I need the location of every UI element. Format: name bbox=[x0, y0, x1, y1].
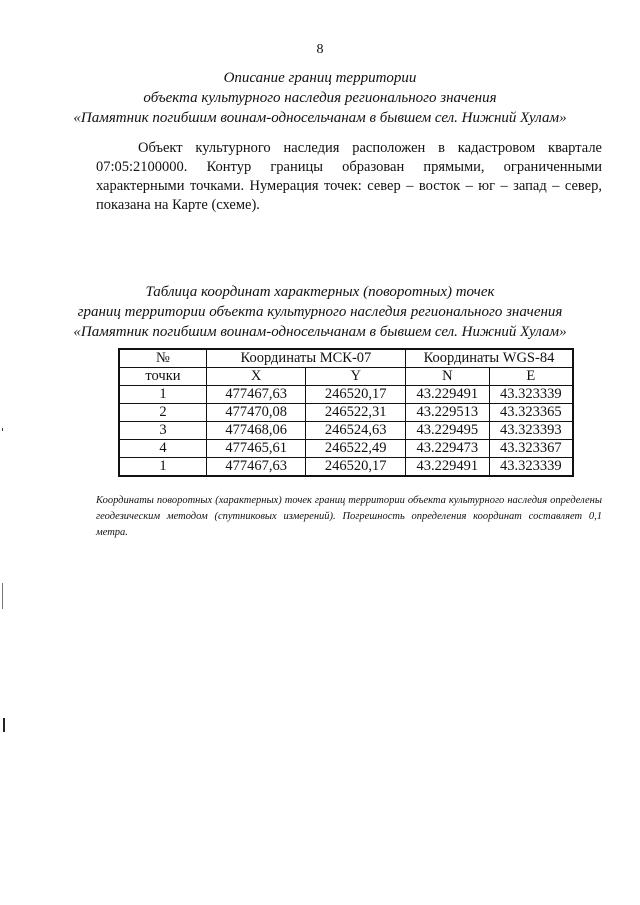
cell-n: 43.229473 bbox=[405, 440, 489, 458]
cell-e: 43.323367 bbox=[489, 440, 573, 458]
cell-x: 477467,63 bbox=[206, 458, 306, 477]
table-heading-line-3: «Памятник погибшим воинам-односельчанам в бывшем сел. Нижний Хулам» bbox=[73, 324, 567, 340]
table-row bbox=[119, 458, 573, 477]
table-row bbox=[119, 386, 573, 404]
cell-point: 1 bbox=[119, 458, 206, 477]
cell-y: 246522,49 bbox=[306, 440, 406, 458]
table-row bbox=[119, 404, 573, 422]
col-n-header: N bbox=[405, 368, 489, 386]
cell-x: 477470,08 bbox=[206, 404, 306, 422]
cell-x: 477465,61 bbox=[206, 440, 306, 458]
accuracy-note: Координаты поворотных (характерных) точек границ территории объекта культурного наследия определены геодезическим методом (спутниковых измерений). Погрешность определения координат составляет 0,1 метра. bbox=[96, 495, 602, 538]
cell-x: 477467,63 bbox=[206, 386, 306, 404]
table-subheader-row bbox=[119, 368, 573, 386]
point-number-subheader: точки bbox=[119, 368, 206, 386]
msk-header: Координаты МСК-07 bbox=[206, 349, 405, 368]
point-number-header: № bbox=[119, 349, 206, 368]
description-heading-line-1: Описание границ территории bbox=[223, 70, 417, 86]
description-heading bbox=[0, 68, 640, 128]
cell-y: 246520,17 bbox=[306, 386, 406, 404]
wgs-header: Координаты WGS-84 bbox=[405, 349, 573, 368]
cell-n: 43.229513 bbox=[405, 404, 489, 422]
cell-point: 1 bbox=[119, 386, 206, 404]
cell-y: 246524,63 bbox=[306, 422, 406, 440]
description-heading-line-2: объекта культурного наследия регионального значения bbox=[143, 90, 497, 106]
col-e-header: E bbox=[489, 368, 573, 386]
col-y-header: Y bbox=[306, 368, 406, 386]
coordinates-table bbox=[118, 348, 574, 477]
table-row bbox=[119, 422, 573, 440]
cell-point: 4 bbox=[119, 440, 206, 458]
cell-n: 43.229491 bbox=[405, 458, 489, 477]
cell-e: 43.323339 bbox=[489, 386, 573, 404]
cell-y: 246522,31 bbox=[306, 404, 406, 422]
cell-point: 3 bbox=[119, 422, 206, 440]
table-heading-line-2: границ территории объекта культурного наследия регионального значения bbox=[77, 304, 563, 320]
cell-e: 43.323365 bbox=[489, 404, 573, 422]
page-number: 8 bbox=[316, 42, 324, 57]
scan-mark bbox=[3, 718, 5, 732]
description-heading-line-3: «Памятник погибшим воинам-односельчанам в бывшем сел. Нижний Хулам» bbox=[73, 110, 567, 126]
description-paragraph: Объект культурного наследия расположен в кадастровом квартале 07:05:2100000. Контур границы образован прямыми, ограниченными характерными точками. Нумерация точек: север – восток – юг – запад – север, показана на Карте (схеме). bbox=[96, 140, 602, 213]
cell-n: 43.229495 bbox=[405, 422, 489, 440]
table-header-row bbox=[119, 349, 573, 368]
cell-point: 2 bbox=[119, 404, 206, 422]
table-heading-line-1: Таблица координат характерных (поворотных) точек bbox=[145, 284, 495, 300]
table-heading bbox=[0, 282, 640, 342]
scan-mark bbox=[2, 583, 3, 609]
cell-n: 43.229491 bbox=[405, 386, 489, 404]
scan-mark bbox=[2, 428, 3, 431]
col-x-header: X bbox=[206, 368, 306, 386]
table-row bbox=[119, 440, 573, 458]
cell-y: 246520,17 bbox=[306, 458, 406, 477]
cell-e: 43.323393 bbox=[489, 422, 573, 440]
cell-x: 477468,06 bbox=[206, 422, 306, 440]
cell-e: 43.323339 bbox=[489, 458, 573, 477]
